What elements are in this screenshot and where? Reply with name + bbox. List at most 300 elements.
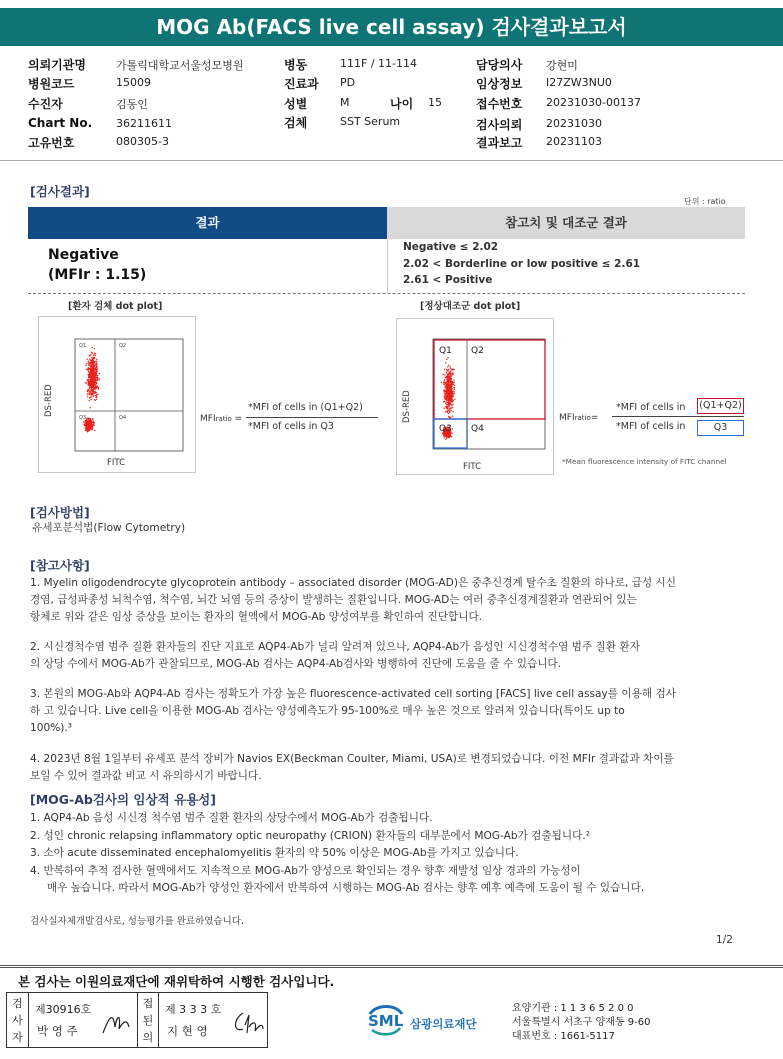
plot-dot (452, 411, 453, 412)
plot-dot (95, 395, 96, 396)
plot-dot (91, 427, 92, 428)
control-formula-denominator: *MFI of cells in (616, 421, 686, 432)
plot-dot (446, 438, 447, 439)
plot-dot (91, 373, 92, 374)
plot-dot (94, 378, 95, 379)
plot-dot (446, 383, 447, 384)
plot-dot (97, 380, 98, 381)
reference-paragraph-3 (30, 686, 745, 737)
plot-dot (94, 391, 95, 392)
clinical-list (30, 810, 750, 898)
plot-dot (96, 395, 97, 396)
plot-dot (91, 360, 92, 361)
plot-dot (452, 381, 453, 382)
plot-dot (453, 393, 454, 394)
plot-dot (447, 436, 448, 437)
plot-dot (91, 424, 92, 425)
plot-dot (90, 395, 91, 396)
plot-dot (87, 384, 88, 385)
contact-address: 서울특별시 서초구 양재동 9-60 (512, 1017, 651, 1028)
plot-dot (445, 439, 446, 440)
plot-dot (94, 422, 95, 423)
patient-x-axis-label: FITC (107, 458, 126, 468)
plot-dot (93, 360, 94, 361)
plot-dot (87, 390, 88, 391)
plot-dot (445, 387, 446, 388)
patient-q4-label: Q4 (119, 415, 127, 421)
plot-dot (93, 425, 94, 426)
plot-dot (94, 368, 95, 369)
plot-dot (91, 388, 92, 389)
plot-dot (452, 428, 453, 429)
control-plot-title: [정상대조군 dot plot] (420, 301, 521, 312)
plot-dot (447, 408, 448, 409)
result-col-divider (387, 239, 388, 293)
ref-p3-line1: 3. 본원의 MOG-Ab와 AQP4-Ab 검사는 정확도가 가장 높은 fluorescence-activated cell sorting [FACS] live cell assay를 이용해 검사 (30, 688, 676, 700)
plot-dot (448, 413, 449, 414)
plot-dot (448, 383, 449, 384)
plot-dot (89, 375, 90, 376)
plot-dot (96, 366, 97, 367)
plot-dot (88, 392, 89, 393)
plot-dot (447, 366, 448, 367)
plot-dot (443, 436, 444, 437)
unit-label: 단위 : ratio (684, 197, 726, 206)
plot-dot (454, 369, 455, 370)
reference-paragraph-1 (30, 575, 745, 626)
plot-dot (445, 388, 446, 389)
patient-mfi-eq: = (234, 414, 243, 424)
plot-dot (445, 401, 446, 402)
result-column-header: 결과 (28, 207, 387, 239)
plot-dot (89, 378, 90, 379)
plot-dot (447, 411, 448, 412)
plot-dot (91, 352, 92, 353)
plot-dot (92, 383, 93, 384)
reference-paragraph-2 (30, 639, 745, 673)
label-chart-no: Chart No. (28, 116, 93, 130)
plot-dot (88, 369, 89, 370)
plot-dot (95, 355, 96, 356)
reference-line-negative: Negative ≤ 2.02 (403, 241, 499, 253)
plot-dot (88, 430, 89, 431)
plot-dot (450, 387, 451, 388)
plot-dot (445, 403, 446, 404)
result-dotted-divider (28, 293, 745, 294)
plot-dot (446, 369, 447, 370)
plot-dot (86, 430, 87, 431)
plot-dot (452, 369, 453, 370)
result-mfi: (MFIr : 1.15) (48, 267, 147, 283)
report-title: MOG Ab(FACS live cell assay) 검사결과보고서 (0, 8, 783, 46)
plot-dot (453, 396, 454, 397)
label-patient: 수진자 (28, 97, 63, 111)
reference-section-title: [참고사항] (30, 558, 90, 573)
clinical-item-2: 2. 성인 chronic relapsing inflammatory optic neuropathy (CRION) 환자들의 대부분에서 MOG-Ab가 검출됩니다.² (30, 829, 590, 842)
plot-dot (443, 380, 444, 381)
plot-dot (86, 419, 87, 420)
plot-dot (449, 395, 450, 396)
plot-dot (450, 410, 451, 411)
plot-dot (92, 374, 93, 375)
plot-dot (88, 425, 89, 426)
plot-dot (92, 347, 93, 348)
plot-dot (446, 379, 447, 380)
plot-dot (99, 373, 100, 374)
plot-dot (449, 384, 450, 385)
plot-dot (86, 382, 87, 383)
label-receipt-no: 접수번호 (476, 97, 523, 111)
examiner-label-char1: 검 (12, 997, 23, 1010)
plot-dot (447, 381, 448, 382)
ref-p4-line2: 보일 수 있어 결과값 비교 시 유의하시기 바랍니다. (30, 770, 262, 782)
plot-dot (451, 399, 452, 400)
plot-dot (449, 373, 450, 374)
footer-divider (0, 965, 783, 968)
plot-dot (95, 353, 96, 354)
plot-dot (449, 411, 450, 412)
plot-dot (445, 399, 446, 400)
plot-dot (93, 394, 94, 395)
plot-dot (87, 396, 88, 397)
value-unique-no: 080305-3 (116, 135, 169, 148)
examiner-label-char2: 사 (12, 1014, 23, 1027)
ref-p2-line1: 2. 시신경척수염 범주 질환 환자들의 진단 지표로 AQP4-Ab가 널리 알려져 있으나, AQP4-Ab가 음성인 시신경척수염 범주 질환 환자 (30, 641, 640, 653)
plot-dot (88, 417, 89, 418)
clinical-item-5: 매우 높습니다. 따라서 MOG-Ab가 양성인 환자에서 반복하여 시행하는 MOG-Ab 검사는 향후 예후 예측에 도움이 될 수 있습니다. (30, 882, 645, 894)
plot-dot (447, 435, 448, 436)
plot-dot (449, 376, 450, 377)
plot-dot (87, 359, 88, 360)
label-unique-no: 고유번호 (28, 136, 75, 150)
control-formula-q3-box: Q3 (697, 420, 744, 436)
plot-dot (89, 400, 90, 401)
plot-dot (446, 385, 447, 386)
footer-notice: 본 검사는 이원의료재단에 재위탁하여 시행한 검사입니다. (18, 974, 335, 989)
plot-dot (444, 437, 445, 438)
plot-dot (89, 407, 90, 408)
plot-dot (94, 365, 95, 366)
plot-dot (88, 389, 89, 390)
plot-dot (449, 366, 450, 367)
plot-dot (93, 370, 94, 371)
plot-dot (93, 362, 94, 363)
plot-dot (94, 387, 95, 388)
value-doctor: 강현미 (546, 59, 578, 72)
plot-dot (446, 359, 447, 360)
sml-logo (366, 1002, 496, 1038)
plot-dot (88, 421, 89, 422)
plot-dot (99, 379, 100, 380)
examiner-name: 박 영 주 (37, 1024, 78, 1038)
patient-plot-svg (39, 317, 197, 474)
plot-dot (444, 369, 445, 370)
plot-dot (448, 400, 449, 401)
plot-dot (443, 390, 444, 391)
plot-dot (94, 381, 95, 382)
plot-dot (86, 363, 87, 364)
label-sex: 성별 (284, 97, 308, 111)
plot-dot (95, 400, 96, 401)
plot-dot (448, 388, 449, 389)
plot-dot (97, 375, 98, 376)
control-plot-svg (397, 319, 555, 476)
plot-dot (86, 418, 87, 419)
plot-dot (454, 382, 455, 383)
plot-dot (89, 397, 90, 398)
plot-dot (89, 424, 90, 425)
label-request-date: 검사의뢰 (476, 118, 523, 132)
plot-dot (89, 386, 90, 387)
value-receipt-no: 20231030-00137 (546, 96, 641, 109)
value-patient: 김동인 (116, 98, 148, 111)
closing-note: 검사실자체개발검사로, 성능평가를 완료하였습니다. (30, 916, 244, 927)
plot-dot (454, 399, 455, 400)
value-report-date: 20231103 (546, 135, 602, 148)
sml-logo-text: SML (368, 1012, 404, 1030)
plot-dot (91, 376, 92, 377)
plot-dot (96, 399, 97, 400)
plot-dot (452, 407, 453, 408)
control-x-axis-label: FITC (463, 462, 482, 472)
label-institution: 의뢰기관명 (28, 58, 86, 72)
plot-dot (443, 382, 444, 383)
label-age: 나이 (390, 97, 414, 111)
footnote: *Mean fluorescence intensity of FITC channel (562, 457, 727, 466)
control-mfi-label (559, 413, 598, 423)
patient-mfi-text: MFI (200, 414, 216, 424)
control-q2-label: Q2 (471, 346, 484, 356)
plot-dot (443, 374, 444, 375)
ref-p1-line2: 경염, 급성파종성 뇌척수염, 척수염, 뇌간 뇌염 등의 증상이 발생하는 질환입니다. MOG-AD는 여러 중추신경계질환과 연관되어 있는 (30, 594, 637, 606)
plot-dot (86, 369, 87, 370)
reference-line-positive: 2.61 < Positive (403, 274, 493, 286)
plot-dot (451, 436, 452, 437)
org-name: 삼광의료재단 (410, 1017, 477, 1031)
plot-dot (449, 417, 450, 418)
examiner-signature-icon (99, 1007, 133, 1039)
approver-signature-icon (229, 1007, 265, 1039)
plot-dot (96, 387, 97, 388)
approver-label-char3: 의 (142, 1031, 154, 1044)
reference-column-header: 참고치 및 대조군 결과 (387, 207, 745, 239)
plot-dot (89, 383, 90, 384)
value-hospital-code: 15009 (116, 76, 151, 89)
result-section-title: [검사결과] (30, 184, 90, 199)
plot-dot (89, 388, 90, 389)
plot-dot (443, 391, 444, 392)
plot-dot (90, 366, 91, 367)
plot-dot (447, 412, 448, 413)
approver-label-char2: 된 (142, 1014, 154, 1027)
plot-dot (450, 368, 451, 369)
plot-dot (90, 380, 91, 381)
plot-dot (89, 364, 90, 365)
control-formula-numerator: *MFI of cells in (616, 402, 686, 413)
plot-dot (448, 379, 449, 380)
plot-dot (453, 394, 454, 395)
plot-dot (444, 401, 445, 402)
plot-dot (454, 387, 455, 388)
patient-q2-label: Q2 (119, 343, 127, 349)
examiner-license-no: 제30916호 (35, 1003, 92, 1016)
plot-dot (444, 384, 445, 385)
method-section-title: [검사방법] (30, 505, 90, 520)
plot-dot (89, 358, 90, 359)
method-text: 유세포분석법(Flow Cytometry) (32, 522, 186, 534)
plot-dot (454, 393, 455, 394)
plot-dot (453, 380, 454, 381)
control-mfi-sub: ratio (574, 414, 591, 422)
approver-label (137, 993, 159, 1047)
plot-dot (92, 426, 93, 427)
plot-dot (90, 368, 91, 369)
header-info (0, 54, 783, 154)
plot-dot (448, 382, 449, 383)
control-dot-plot (396, 318, 554, 475)
plot-dot (449, 375, 450, 376)
plot-dot (93, 379, 94, 380)
patient-mfi-label (200, 414, 242, 424)
clinical-item-1: 1. AQP4-Ab 음성 시신경 척수염 범주 질환 환자의 상당수에서 MOG-Ab가 검출됩니다. (30, 812, 433, 824)
approver-name: 지 현 영 (167, 1024, 208, 1038)
plot-dot (98, 388, 99, 389)
plot-dot (450, 407, 451, 408)
plot-dot (448, 386, 449, 387)
approver-license-no: 제 3 3 3 호 (165, 1003, 222, 1016)
control-q1-label: Q1 (439, 346, 452, 356)
plot-dot (452, 391, 453, 392)
plot-dot (91, 423, 92, 424)
plot-dot (95, 374, 96, 375)
plot-dot (89, 374, 90, 375)
plot-dot (92, 420, 93, 421)
plot-dot (444, 393, 445, 394)
plot-dot (87, 393, 88, 394)
plot-dot (450, 403, 451, 404)
ref-p3-line3: 100%).³ (30, 722, 73, 734)
plot-dot (88, 377, 89, 378)
plot-dot (96, 371, 97, 372)
plot-dot (97, 394, 98, 395)
plot-dot (445, 411, 446, 412)
plot-dot (448, 394, 449, 395)
plot-dot (91, 393, 92, 394)
clinical-section-title: [MOG-Ab검사의 임상적 유용성] (30, 792, 216, 807)
reference-line-borderline: 2.02 < Borderline or low positive ≤ 2.61 (403, 258, 641, 270)
plot-dot (446, 404, 447, 405)
control-q3-label: Q3 (439, 424, 452, 434)
plot-dot (452, 415, 453, 416)
plot-dot (448, 369, 449, 370)
value-institution: 가톨릭대학교서울성모병원 (116, 59, 244, 72)
plot-dot (454, 385, 455, 386)
control-mfi-eq: = (590, 413, 599, 423)
label-ward: 병동 (284, 58, 308, 72)
contact-code: 요양기관 : 1 1 3 6 5 2 0 0 (512, 1003, 634, 1014)
plot-dot (447, 357, 448, 358)
plot-dot (94, 348, 95, 349)
plot-dot (87, 431, 88, 432)
plot-dot (446, 391, 447, 392)
control-formula-bar (612, 416, 744, 417)
patient-formula-bar (246, 417, 378, 418)
ref-p1-line1: 1. Myelin oligodendrocyte glycoprotein antibody – associated disorder (MOG-AD)은 중추신경계 탈수초 질환의 하나로, 급성 시신 (30, 577, 676, 589)
plot-dot (93, 358, 94, 359)
contact-phone: 대표번호 : 1661-5117 (512, 1031, 615, 1042)
plot-dot (448, 402, 449, 403)
plot-dot (90, 370, 91, 371)
plot-dot (88, 428, 89, 429)
value-request-date: 20231030 (546, 117, 602, 130)
plot-dot (88, 367, 89, 368)
plot-dot (90, 399, 91, 400)
ref-p4-line1: 4. 2023년 8월 1일부터 유세포 분석 장비가 Navios EX(Beckman Coulter, Miami, USA)로 변경되었습니다. 이전 MFIr 결과값과 차이를 (30, 753, 674, 765)
plot-dot (450, 400, 451, 401)
patient-dot-plot (38, 316, 196, 473)
clinical-item-4: 4. 반복하여 추적 검사한 혈액에서도 지속적으로 MOG-Ab가 양성으로 확인되는 경우 향후 재발성 임상 경과의 가능성이 (30, 864, 581, 877)
plot-dot (91, 429, 92, 430)
plot-dot (92, 380, 93, 381)
plot-dot (92, 391, 93, 392)
patient-mfi-sub: ratio (215, 415, 232, 423)
plot-dot (446, 407, 447, 408)
plot-dot (95, 381, 96, 382)
control-mfi-text: MFI (559, 413, 575, 423)
plot-dot (451, 382, 452, 383)
plot-dot (94, 393, 95, 394)
plot-dot (90, 393, 91, 394)
plot-dot (450, 379, 451, 380)
plot-dot (96, 359, 97, 360)
plot-dot (86, 421, 87, 422)
ref-p2-line2: 의 상당 수에서 MOG-Ab가 관찰되므로, MOG-Ab 검사는 AQP4-Ab검사와 병행하여 진단에 도움을 줄 수 있습니다. (30, 658, 562, 670)
plot-dot (88, 362, 89, 363)
label-clinical-info: 임상정보 (476, 77, 523, 91)
plot-dot (90, 372, 91, 373)
plot-dot (86, 428, 87, 429)
plot-dot (92, 377, 93, 378)
plot-dot (445, 362, 446, 363)
plot-dot (89, 355, 90, 356)
plot-dot (84, 422, 85, 423)
ref-p1-line3: 항체로 위와 같은 임상 증상을 보이는 환자의 혈액에서 MOG-Ab 양성여부를 확인하여 진단합니다. (30, 611, 483, 623)
plot-dot (444, 397, 445, 398)
ref-p3-line2: 하 고 있습니다. Live cell을 이용한 MOG-Ab 검사는 양성예측도가 95-100%로 매우 높은 것으로 알려져 있습니다(특이도 up to (30, 705, 625, 717)
value-department: PD (340, 76, 356, 89)
plot-dot (93, 364, 94, 365)
plot-dot (448, 397, 449, 398)
patient-formula-numerator: *MFI of cells in (Q1+Q2) (248, 402, 363, 413)
plot-dot (96, 364, 97, 365)
plot-dot (451, 394, 452, 395)
plot-dot (95, 375, 96, 376)
examiner-label (7, 993, 29, 1047)
plot-dot (448, 410, 449, 411)
plot-dot (85, 428, 86, 429)
plot-dot (90, 385, 91, 386)
patient-q1-label: Q1 (79, 343, 87, 349)
plot-dot (85, 365, 86, 366)
label-doctor: 담당의사 (476, 58, 523, 72)
plot-dot (89, 362, 90, 363)
plot-dot (447, 393, 448, 394)
plot-dot (447, 385, 448, 386)
plot-dot (449, 406, 450, 407)
plot-dot (446, 372, 447, 373)
signature-box (6, 992, 268, 1048)
plot-dot (91, 421, 92, 422)
